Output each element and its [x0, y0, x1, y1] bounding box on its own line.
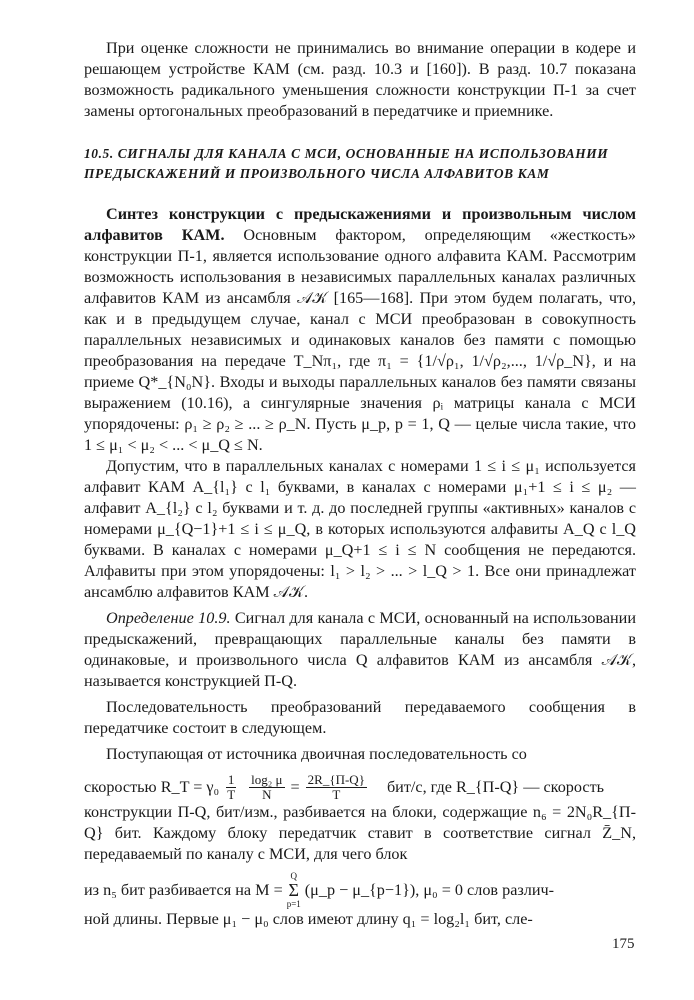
- definition-body: Сигнал для канала с МСИ, основанный на использовании предыскажений, превращающих параллельные каналы без памяти в одинаковые, и произвольного числа Q алфавитов КАМ из ансамбля 𝒜𝒦, называется конструкцией П-Q.: [84, 609, 636, 690]
- paragraph-assumption: Допустим, что в параллельных каналах с номерами 1 ≤ i ≤ μ₁ используется алфавит КАМ A_{l₁} с l₁ буквами, в каналах с номерами μ₁+1 ≤ i ≤ μ₂ — алфавит A_{l₂} с l₂ буквами и т. д. до последней группы «активных» каналов с номерами μ_{Q−1}+1 ≤ i ≤ μ_Q, в которых используются алфавиты A_Q с l_Q буквами. В каналах с номерами μ_Q+1 ≤ i ≤ N сообщения не передаются. Алфавиты при этом упорядочены: l₁ > l₂ > ... > l_Q > 1. Все они принадлежат ансамблю алфавитов КАМ 𝒜𝒦.: [84, 457, 636, 601]
- paragraph-words: ной длины. Первые μ₁ − μ₀ слов имеют длину q₁ = log₂l₁ бит, сле-: [84, 910, 533, 928]
- word-count-formula: [84, 871, 636, 909]
- page-number: 175: [612, 936, 635, 952]
- fraction-denominator: N: [262, 787, 272, 802]
- equals-sign: =: [290, 778, 300, 796]
- formula-prefix: скоростью R_T = γ₀: [84, 778, 220, 796]
- paragraph-sequence: Последовательность преобразований передаваемого сообщения в передатчике состоит в следующем.: [84, 698, 636, 737]
- sum-upper-limit: Q: [290, 871, 297, 881]
- fraction-rate-over-t: [306, 773, 367, 802]
- paragraph-body: Основным фактором, определяющим «жесткость» конструкции П-1, является использование одного алфавита КАМ. Рассмотрим возможность использования в независимых параллельных каналах различных алфавитов КАМ из ансамбля 𝒜𝒦 [165—168]. При этом будем полагать, что, как и в предыдущем случае, канал с МСИ преобразован в совокупность параллельных независимых и одинаковых каналов без памяти с помощью преобразования на передаче T_Nπ₁, где π₁ = {1/√ρ₁, 1/√ρ₂,..., 1/√ρ_N}, и на приеме Q*_{N₀N}. Входы и выходы параллельных каналов без памяти связаны выражением (10.16), а сингулярные значения ρᵢ матрицы канала с МСИ упорядочены: ρ₁ ≥ ρ₂ ≥ ... ≥ ρ_N. Пусть μ_p, p = 1, Q — целые числа такие, что 1 ≤ μ₁ < μ₂ < ... < μ_Q ≤ N.: [84, 226, 636, 454]
- sum-lower-limit: p=1: [286, 899, 301, 909]
- paragraph-definition: [84, 608, 636, 692]
- formula-suffix: (μ_p − μ_{p−1}), μ₀ = 0 слов различ-: [304, 880, 555, 899]
- fraction-numerator: log₂ μ: [251, 772, 283, 787]
- fraction-denominator: T: [332, 787, 341, 802]
- paragraph-blocks: конструкции П-Q, бит/изм., разбивается на блоки, содержащие n₆ = 2N₀R_{П-Q} бит. Каждому блоку передатчик ставит в соответствие сигнал Z̄_N, передаваемый по каналу с МСИ, для чего блок: [84, 803, 636, 863]
- fraction-one-over-t: [225, 773, 237, 802]
- paragraph-lead-bold: Синтез конструкции с предыскажениями и произвольным числом алфавитов КАМ.: [84, 205, 636, 244]
- fraction-denominator: T: [227, 787, 236, 802]
- rate-formula: [84, 773, 636, 802]
- summation: [287, 871, 301, 909]
- fraction-numerator: 1: [227, 772, 235, 787]
- fraction-numerator: 2R_{П-Q}: [307, 772, 365, 787]
- paragraph-source: Поступающая от источника двоичная последовательность со: [106, 745, 527, 763]
- formula-suffix: бит/с, где R_{П-Q} — скорость: [386, 778, 605, 796]
- formula-prefix: из n₅ бит разбивается на M =: [84, 880, 283, 899]
- paragraph-synthesis: [84, 204, 636, 456]
- intro-paragraph: При оценке сложности не принимались во внимание операции в кодере и решающем устройстве КАМ (см. разд. 10.3 и [160]). В разд. 10.7 показана возможность радикального уменьшения сложности конструкции П-1 за счет замены ортогональных преобразований в передатчике и приемнике.: [84, 39, 636, 120]
- definition-label: Определение 10.9.: [106, 609, 231, 627]
- page-body: [84, 38, 636, 930]
- section-heading: 10.5. СИГНАЛЫ ДЛЯ КАНАЛА С МСИ, ОСНОВАННЫЕ НА ИСПОЛЬЗОВАНИИ ПРЕДЫСКАЖЕНИЙ И ПРОИЗВОЛЬНОГО ЧИСЛА АЛФАВИТОВ КАМ: [84, 146, 609, 181]
- sum-sign: Σ: [288, 880, 299, 900]
- fraction-log-over-n: [249, 773, 284, 802]
